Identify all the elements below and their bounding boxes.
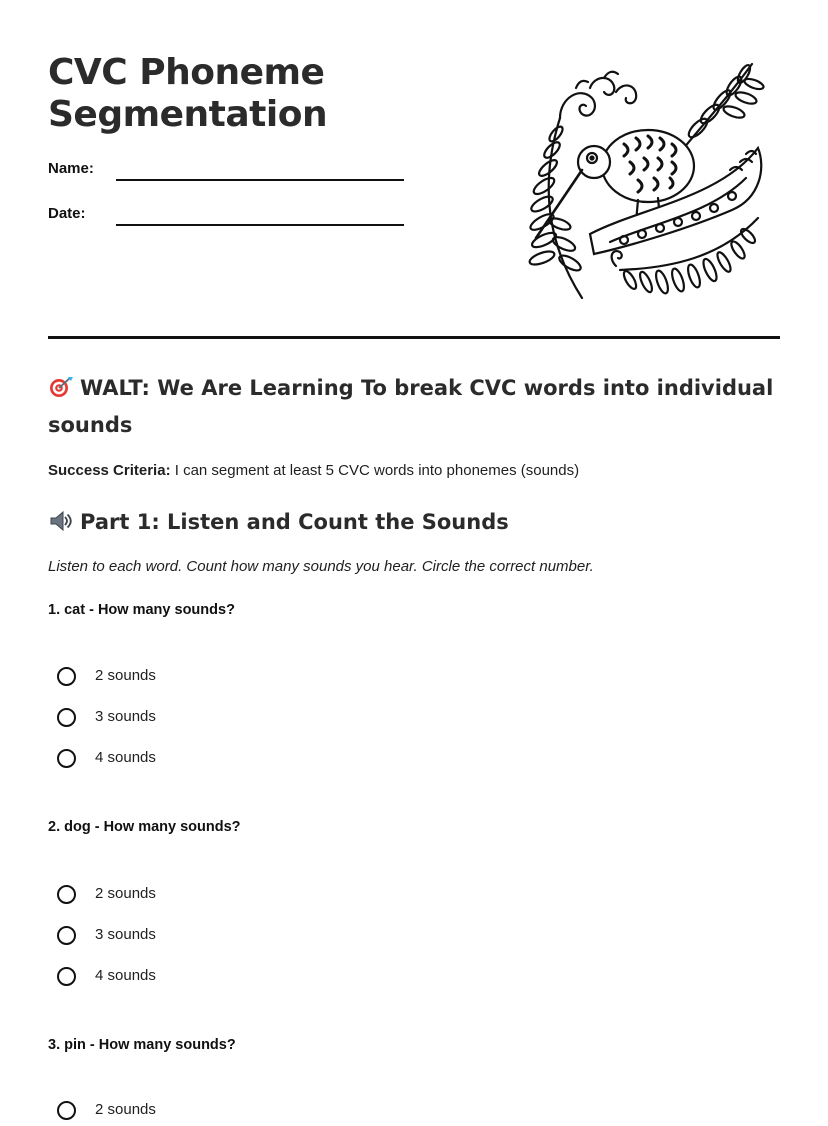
question-1-option-3[interactable] [57,748,357,774]
worksheet-header [48,0,780,340]
question-2-title: 2. dog - How many sounds? [48,819,241,835]
kiwi-bird-fern-illustration [520,58,770,308]
option-label: 4 sounds [95,967,156,984]
name-field[interactable] [48,160,408,184]
radio-button[interactable] [57,708,76,727]
option-label: 2 sounds [95,885,156,902]
header-divider [48,336,780,339]
success-criteria [48,462,579,479]
success-criteria-text: I can segment at least 5 CVC words into phonemes (sounds) [170,462,580,479]
name-write-line[interactable] [116,179,404,181]
title-line-1: CVC Phoneme [48,52,325,93]
question-2-option-3[interactable] [57,966,357,992]
walt-text-line-1: WALT: We Are Learning To break CVC words into individual [80,376,774,400]
option-label: 2 sounds [95,1101,156,1118]
worksheet-page [48,0,780,1118]
part-1-instructions: Listen to each word. Count how many sounds you hear. Circle the correct number. [48,558,594,575]
radio-button[interactable] [57,926,76,945]
part-1-heading [48,506,509,538]
worksheet-title [48,52,327,136]
date-field[interactable] [48,205,408,229]
option-label: 2 sounds [95,667,156,684]
success-criteria-label: Success Criteria: [48,462,171,479]
title-line-2: Segmentation [48,94,328,135]
radio-button[interactable] [57,885,76,904]
question-1-title: 1. cat - How many sounds? [48,602,235,618]
target-icon [48,376,74,398]
question-2-option-1[interactable] [57,884,357,910]
speaker-icon [48,510,74,532]
question-2-option-2[interactable] [57,925,357,951]
radio-button[interactable] [57,967,76,986]
question-1-option-1[interactable] [57,666,357,692]
option-label: 3 sounds [95,926,156,943]
date-label: Date: [48,205,86,222]
name-label: Name: [48,160,94,177]
radio-button[interactable] [57,667,76,686]
option-label: 4 sounds [95,749,156,766]
option-label: 3 sounds [95,708,156,725]
question-3-option-1[interactable] [57,1100,357,1126]
walt-text-line-2: sounds [48,413,133,437]
part-1-title: Part 1: Listen and Count the Sounds [80,510,509,534]
question-3-title: 3. pin - How many sounds? [48,1037,236,1053]
radio-button[interactable] [57,1101,76,1120]
radio-button[interactable] [57,749,76,768]
question-1-option-2[interactable] [57,707,357,733]
date-write-line[interactable] [116,224,404,226]
walt-heading [48,370,780,444]
